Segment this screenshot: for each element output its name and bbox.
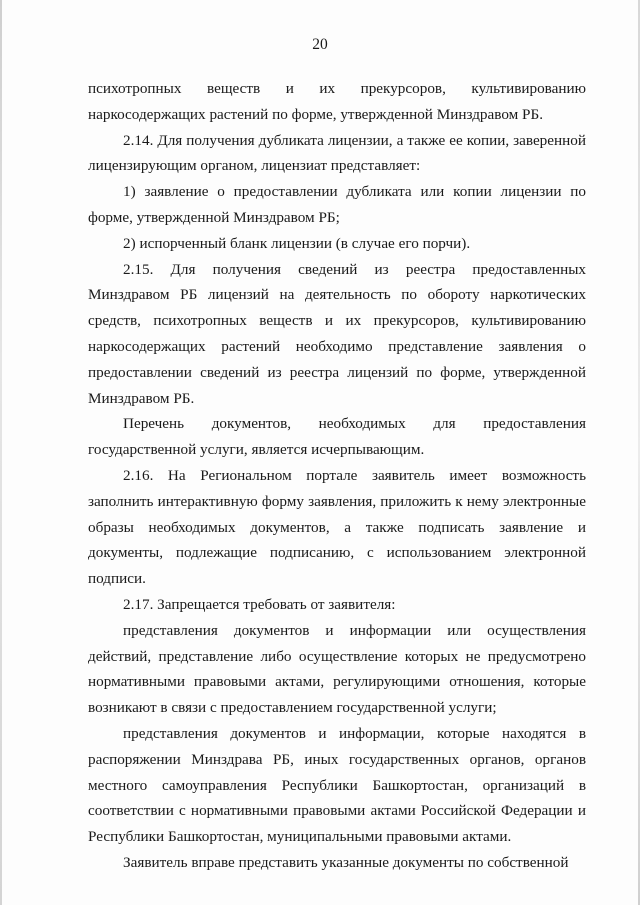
paragraph-prohibition-1: представления документов и информации или осуществления действий, представление либо осуществление которых не предусмотрено нормативными правовыми актами, регулирующими отношения, которые возникают в связи с предоставлением государственной услуги; xyxy=(88,621,586,717)
paragraph-document-list: Перечень документов, необходимых для предоставления государственной услуги, является исчерпывающим. xyxy=(88,415,586,459)
document-body xyxy=(88,76,586,876)
paragraph-applicant-right: Заявитель вправе представить указанные документы по собственной xyxy=(123,853,569,871)
paragraph-prohibition-2: представления документов и информации, которые находятся в распоряжении Минздрава РБ, иных государственных органов, органов местного самоуправления Республики Башкортостан, организаций в соответствии с нормативными правовыми актами Российской Федерации и Республики Башкортостан, муниципальными правовыми актами. xyxy=(88,724,586,846)
paragraph-2-14: 2.14. Для получения дубликата лицензии, а также ее копии, заверенной лицензирующим органом, лицензиат представляет: xyxy=(88,131,586,175)
paragraph-2-16: 2.16. На Региональном портале заявитель имеет возможность заполнить интерактивную форму заявления, приложить к нему электронные образы необходимых документов, а также подписать заявление и документы, подлежащие подписанию, с использованием электронной подписи. xyxy=(88,466,586,588)
paragraph-2-17: 2.17. Запрещается требовать от заявителя: xyxy=(123,595,396,613)
paragraph-item-1: 1) заявление о предоставлении дубликата или копии лицензии по форме, утвержденной Минздравом РБ; xyxy=(88,183,586,226)
paragraph-item-2: 2) испорченный бланк лицензии (в случае его порчи). xyxy=(123,234,471,252)
paragraph-continuation: психотропных веществ и их прекурсоров, культивированию наркосодержащих растений по форме, утвержденной Минздравом РБ. xyxy=(88,80,586,123)
paragraph-2-15: 2.15. Для получения сведений из реестра предоставленных Минздравом РБ лицензий на деятельность по обороту наркотических средств, психотропных веществ и их прекурсоров, культивированию наркосодержащих растений необходимо представление заявления о предоставлении сведений из реестра лицензий по форме, утвержденной Минздравом РБ. xyxy=(88,260,586,407)
page-number: 20 xyxy=(312,36,328,53)
page-left-edge xyxy=(0,0,2,905)
